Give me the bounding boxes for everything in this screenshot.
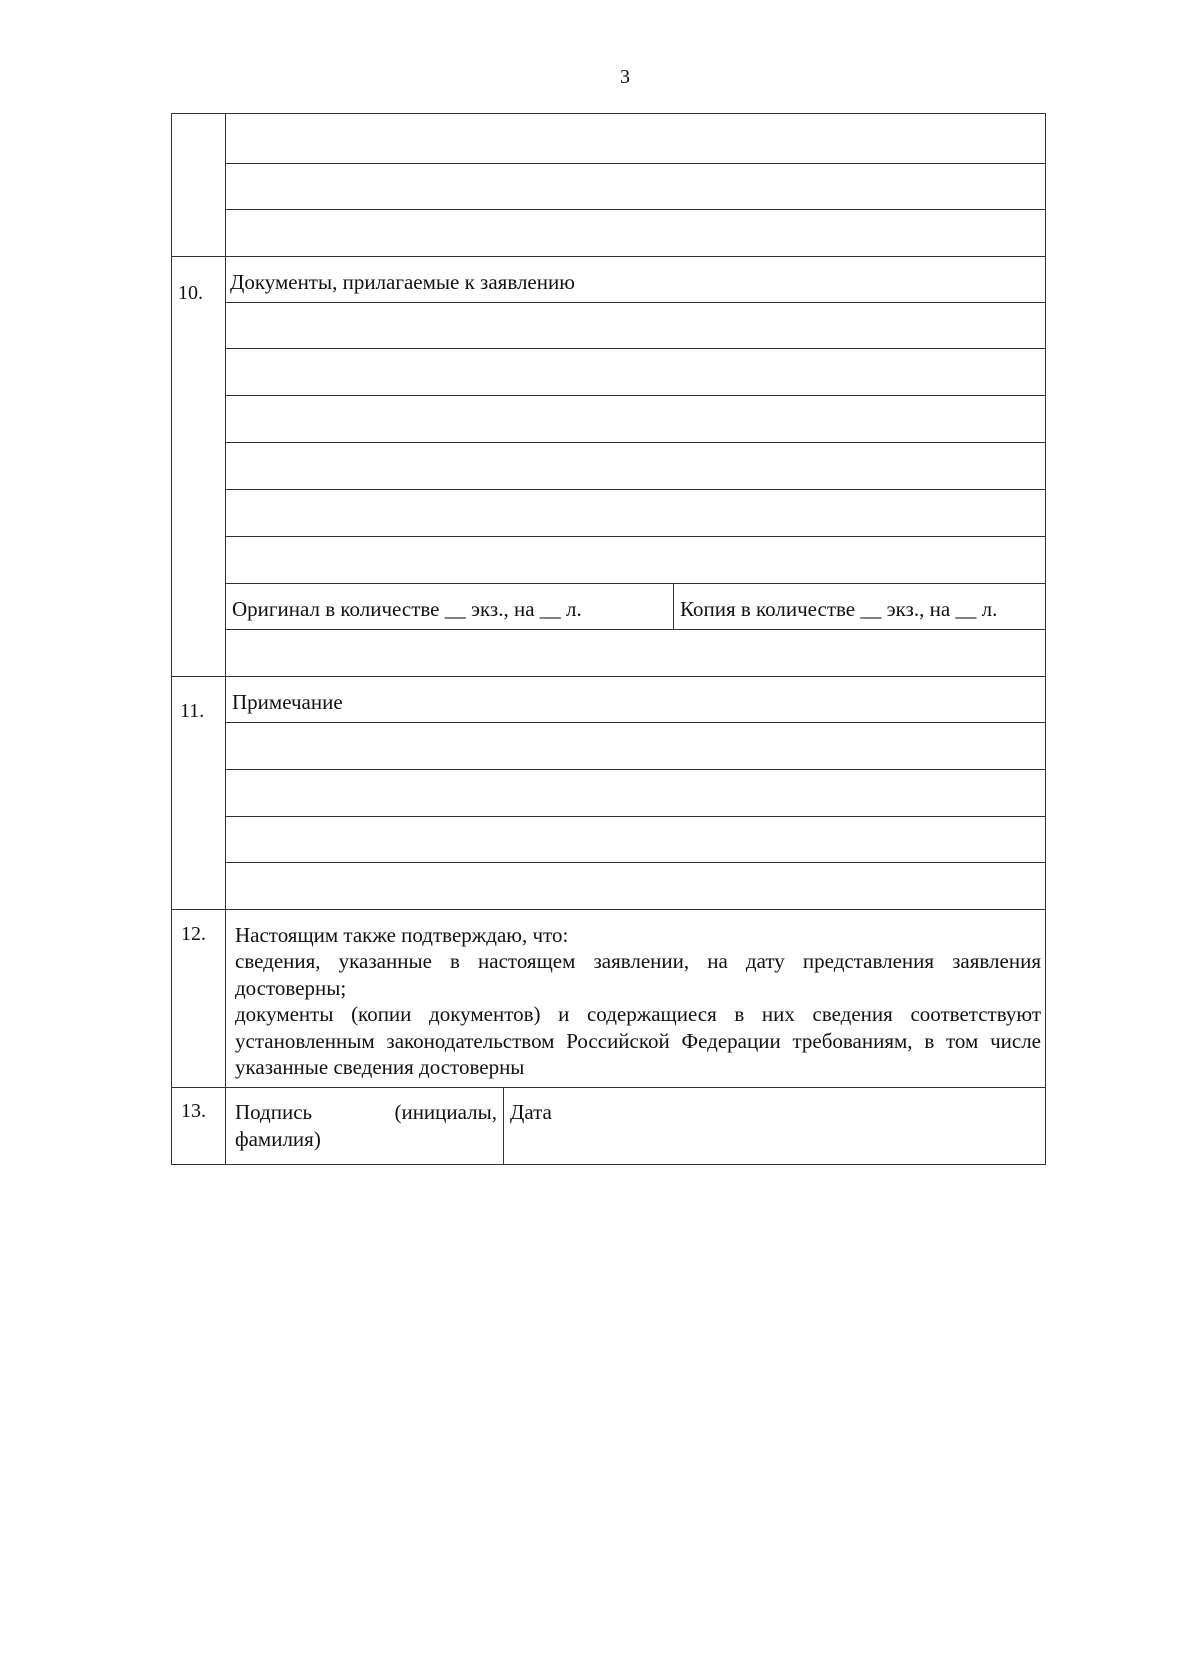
signature-date-divider xyxy=(503,1087,504,1164)
section-11-title: Примечание xyxy=(232,690,343,714)
blank-row xyxy=(225,629,1046,630)
table-bottom-border xyxy=(171,1164,1046,1165)
section-10-title: Документы, прилагаемые к заявлению xyxy=(230,270,575,294)
number-column-divider xyxy=(225,113,226,1165)
copy-count: Копия в количестве __ экз., на __ л. xyxy=(680,597,998,621)
section-12-number: 12. xyxy=(181,923,206,945)
signature-label: Подпись (инициалы, фамилия) xyxy=(235,1100,497,1151)
section-10-number: 10. xyxy=(178,282,203,304)
original-copy-divider xyxy=(673,583,674,629)
section-12-statement-2: документы (копии документов) и содержащиеся в них сведения соответствуют установленным законодательством Российской Федерации требованиям, в том числе указанные сведения достоверны xyxy=(235,1002,1041,1079)
blank-row xyxy=(225,163,1046,164)
blank-row xyxy=(225,536,1046,537)
blank-row xyxy=(225,395,1046,396)
blank-row xyxy=(225,209,1046,210)
section-11-number: 11. xyxy=(180,700,205,722)
blank-row xyxy=(225,583,1046,584)
blank-row xyxy=(225,862,1046,863)
table-top-border xyxy=(171,113,1046,114)
blank-row xyxy=(225,816,1046,817)
blank-row xyxy=(225,769,1046,770)
original-count: Оригинал в количестве __ экз., на __ л. xyxy=(232,597,582,621)
blank-row xyxy=(225,722,1046,723)
section-13-top xyxy=(171,1087,1046,1088)
section-12-statement-1: сведения, указанные в настоящем заявлении, на дату представления заявления достоверны; xyxy=(235,949,1041,1000)
blank-row xyxy=(225,489,1046,490)
blank-row xyxy=(225,348,1046,349)
section-10-top xyxy=(171,256,1046,257)
section-13-number: 13. xyxy=(181,1100,206,1122)
section-12-top xyxy=(171,909,1046,910)
blank-row xyxy=(225,442,1046,443)
blank-row xyxy=(225,302,1046,303)
table-left-border xyxy=(171,113,172,1165)
table-right-border xyxy=(1045,113,1046,1165)
page-number: 3 xyxy=(620,66,630,88)
date-label: Дата xyxy=(510,1100,552,1124)
section-11-top xyxy=(171,676,1046,677)
section-12-intro: Настоящим также подтверждаю, что: xyxy=(235,923,569,947)
